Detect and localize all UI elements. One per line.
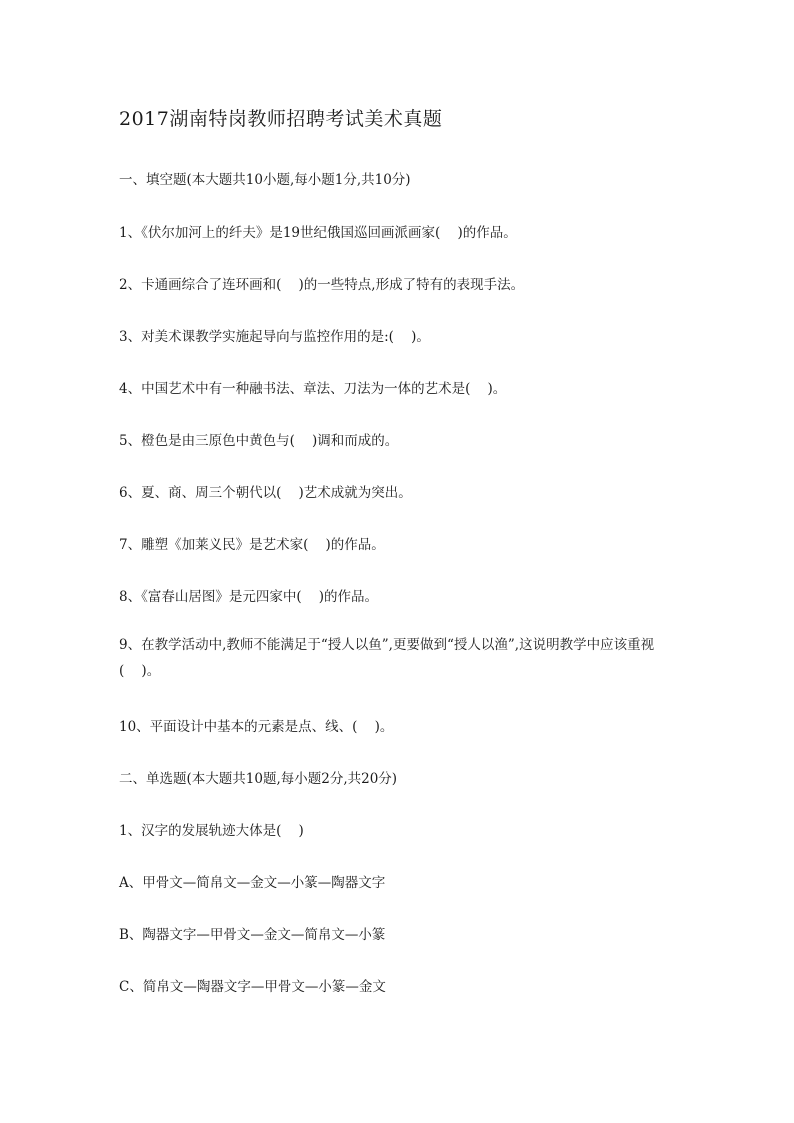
fill-question-1: 1、《伏尔加河上的纤夫》是19世纪俄国巡回画派画家( )的作品。 [119,225,517,241]
choice-option-b: B、陶器文字—甲骨文—金文—简帛文—小篆 [119,927,386,943]
fill-question-7: 7、雕塑《加莱义民》是艺术家( )的作品。 [119,537,385,553]
choice-option-c: C、简帛文—陶器文字—甲骨文—小篆—金文 [119,979,386,995]
section-1-heading: 一、填空题(本大题共10小题,每小题1分,共10分) [119,172,411,188]
choice-question-1: 1、汉字的发展轨迹大体是( ) [119,823,304,839]
fill-question-10: 10、平面设计中基本的元素是点、线、( )。 [119,719,394,735]
choice-option-a: A、甲骨文—简帛文—金文—小篆—陶器文字 [119,875,386,891]
fill-question-4: 4、中国艺术中有一种融书法、章法、刀法为一体的艺术是( )。 [119,381,507,397]
fill-question-6: 6、夏、商、周三个朝代以( )艺术成就为突出。 [119,485,412,501]
fill-question-2: 2、卡通画综合了连环画和( )的一些特点,形成了特有的表现手法。 [119,277,525,293]
fill-question-5: 5、橙色是由三原色中黄色与( )调和而成的。 [119,433,399,449]
fill-question-8: 8、《富春山居图》是元四家中( )的作品。 [119,589,379,605]
fill-question-9: 9、在教学活动中,教师不能满足于“授人以鱼”,更要做到“授人以渔”,这说明教学中应该重视( )。 [119,637,655,679]
document-title: 2017湖南特岗教师招聘考试美术真题 [119,108,443,130]
fill-question-3: 3、对美术课教学实施起导向与监控作用的是:( )。 [119,329,430,345]
section-2-heading: 二、单选题(本大题共10题,每小题2分,共20分) [119,771,398,787]
